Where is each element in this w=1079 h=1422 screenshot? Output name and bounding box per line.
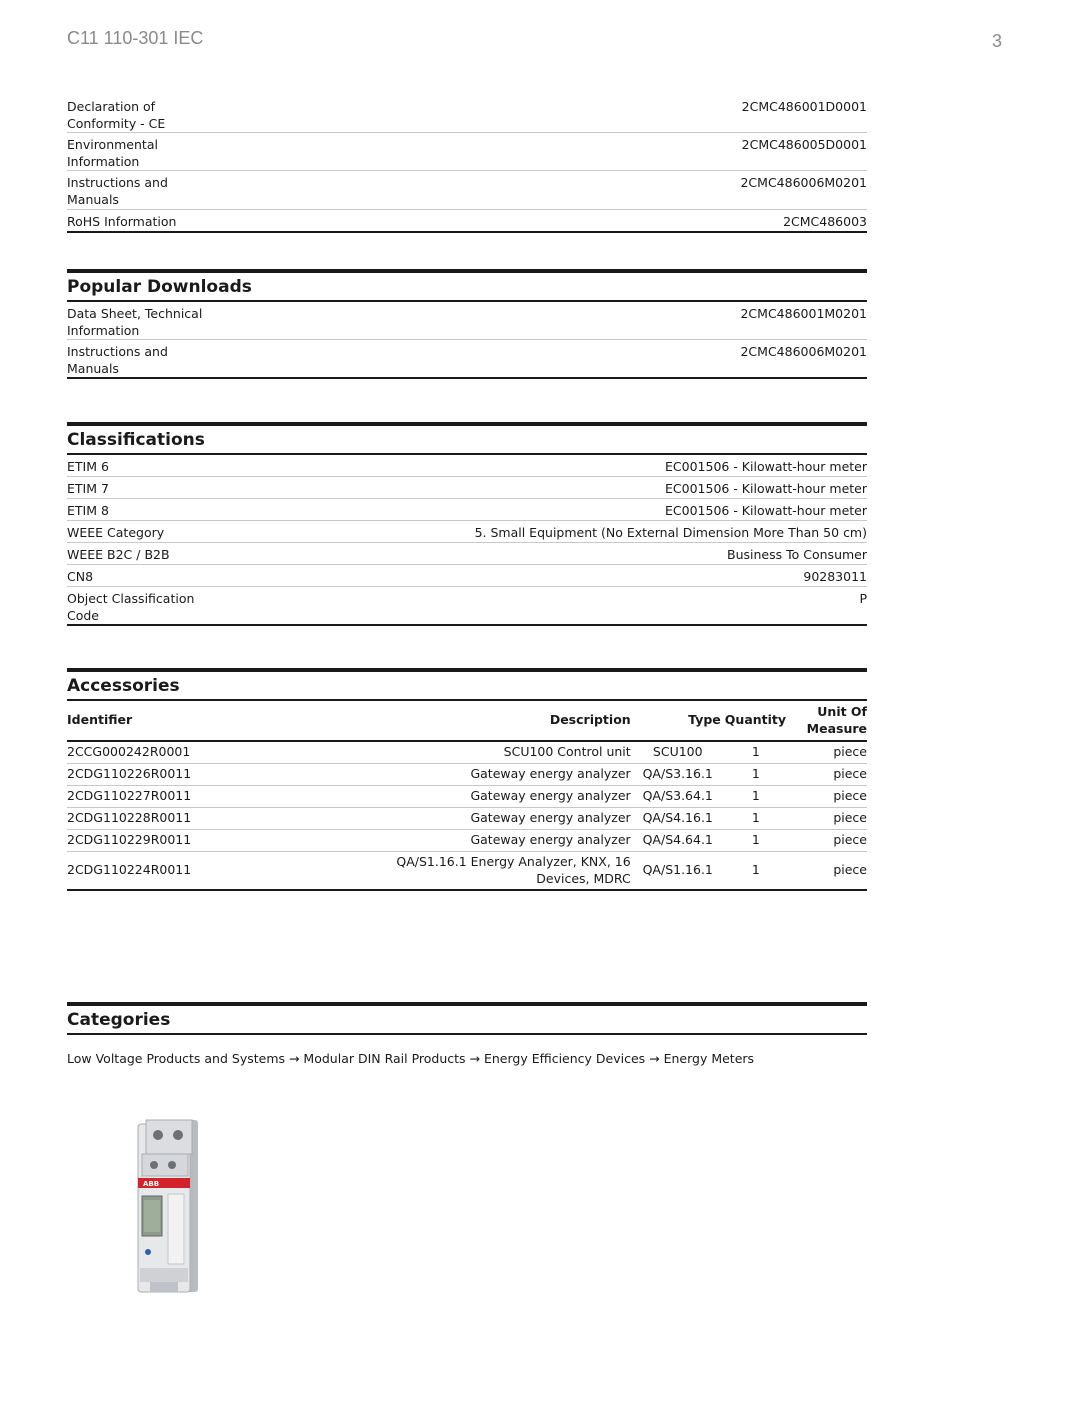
section-title: Classifications: [67, 426, 867, 455]
cell-identifier[interactable]: 2CDG110229R0011: [67, 830, 327, 852]
list-item: [67, 477, 867, 499]
cell-description: Gateway energy analyzer: [327, 786, 630, 808]
list-item-value: EC001506 - Kilowatt-hour meter: [665, 459, 867, 474]
cell-type: QA/S4.64.1: [631, 830, 725, 852]
list-item-value: P: [859, 591, 867, 606]
list-item: [67, 565, 867, 587]
column-header-description: Description: [327, 701, 630, 741]
list-item-label: Environmental Information: [67, 137, 158, 169]
list-item: [67, 95, 867, 133]
list-item-value: EC001506 - Kilowatt-hour meter: [665, 503, 867, 518]
column-header-quantity: Quantity: [725, 701, 787, 741]
list-item-label: RoHS Information: [67, 214, 177, 229]
cell-type: QA/S3.64.1: [631, 786, 725, 808]
page-number: 3: [992, 31, 1003, 51]
list-item-value[interactable]: 2CMC486003: [783, 214, 867, 229]
cell-quantity: 1: [725, 852, 787, 891]
list-item-value[interactable]: 2CMC486001M0201: [740, 306, 867, 321]
cell-type: QA/S4.16.1: [631, 808, 725, 830]
list-item-label: Data Sheet, Technical Information: [67, 306, 203, 338]
list-item-label: Declaration of Conformity - CE: [67, 99, 166, 131]
list-item-label: ETIM 6: [67, 459, 109, 474]
cell-identifier[interactable]: 2CDG110226R0011: [67, 764, 327, 786]
cell-quantity: 1: [725, 741, 787, 764]
column-header-type: Type: [631, 701, 725, 741]
column-header-identifier: Identifier: [67, 701, 327, 741]
documents-list: [67, 95, 867, 233]
cell-quantity: 1: [725, 808, 787, 830]
cell-unit: piece: [787, 830, 867, 852]
list-item-label: ETIM 8: [67, 503, 109, 518]
cell-type: QA/S3.16.1: [631, 764, 725, 786]
table-row: [67, 852, 867, 891]
cell-description: Gateway energy analyzer: [327, 830, 630, 852]
list-item: [67, 499, 867, 521]
cell-unit: piece: [787, 852, 867, 891]
list-item-label: ETIM 7: [67, 481, 109, 496]
meter-housing: [138, 1120, 198, 1292]
table-row: [67, 786, 867, 808]
list-item: [67, 171, 867, 210]
cell-identifier[interactable]: 2CCG000242R0001: [67, 741, 327, 764]
accessories-section: [67, 668, 867, 891]
cell-quantity: 1: [725, 830, 787, 852]
cell-identifier[interactable]: 2CDG110224R0011: [67, 852, 327, 891]
cell-description: Gateway energy analyzer: [327, 808, 630, 830]
downloads-list: [67, 302, 867, 379]
cell-type: SCU100: [631, 741, 725, 764]
column-header-unit: Unit Of Measure: [787, 701, 867, 741]
classifications-list: [67, 455, 867, 626]
list-item: [67, 455, 867, 477]
list-item-label: WEEE Category: [67, 525, 165, 540]
list-item-value[interactable]: 2CMC486006M0201: [740, 175, 867, 190]
section-title: Categories: [67, 1006, 867, 1035]
list-item: [67, 133, 867, 171]
list-item-value: 90283011: [803, 569, 867, 584]
cell-type: QA/S1.16.1: [631, 852, 725, 891]
cell-quantity: 1: [725, 764, 787, 786]
category-breadcrumb[interactable]: Low Voltage Products and Systems → Modular DIN Rail Products → Energy Efficiency Devices → Energy Meters: [67, 1051, 755, 1066]
popular-downloads-section: [67, 269, 867, 379]
list-item-value: EC001506 - Kilowatt-hour meter: [665, 481, 867, 496]
cell-description: SCU100 Control unit: [327, 741, 630, 764]
cell-description: QA/S1.16.1 Energy Analyzer, KNX, 16 Devices, MDRC: [327, 852, 630, 891]
cell-unit: piece: [787, 786, 867, 808]
table-row: [67, 741, 867, 764]
list-item: [67, 302, 867, 340]
table-row: [67, 830, 867, 852]
list-item-label: CN8: [67, 569, 94, 584]
table-row: [67, 808, 867, 830]
accessories-table: [67, 701, 867, 891]
section-title: Popular Downloads: [67, 273, 867, 302]
section-title: Accessories: [67, 672, 867, 701]
list-item: [67, 340, 867, 379]
document-title: C11 110-301 IEC: [67, 28, 204, 48]
list-item-label: Instructions and Manuals: [67, 344, 168, 376]
list-item: [67, 543, 867, 565]
list-item-label: Instructions and Manuals: [67, 175, 168, 207]
cell-unit: piece: [787, 808, 867, 830]
cell-identifier[interactable]: 2CDG110228R0011: [67, 808, 327, 830]
list-item-label: WEEE B2C / B2B: [67, 547, 170, 562]
cell-description: Gateway energy analyzer: [327, 764, 630, 786]
cell-unit: piece: [787, 741, 867, 764]
cell-unit: piece: [787, 764, 867, 786]
list-item-value: Business To Consumer: [727, 547, 867, 562]
list-item-value[interactable]: 2CMC486001D0001: [741, 99, 867, 114]
table-row: [67, 764, 867, 786]
table-header-row: [67, 701, 867, 741]
list-item: [67, 587, 867, 626]
list-item-value[interactable]: 2CMC486006M0201: [740, 344, 867, 359]
list-item: [67, 210, 867, 233]
cell-identifier[interactable]: 2CDG110227R0011: [67, 786, 327, 808]
cell-quantity: 1: [725, 786, 787, 808]
list-item-value[interactable]: 2CMC486005D0001: [741, 137, 867, 152]
list-item-value: 5. Small Equipment (No External Dimension More Than 50 cm): [474, 525, 867, 540]
list-item-label: Object Classification Code: [67, 591, 195, 623]
list-item: [67, 521, 867, 543]
categories-section: [67, 1002, 867, 1066]
brand-logo-text: ABB: [143, 1180, 160, 1188]
classifications-section: [67, 422, 867, 626]
product-image: [128, 1110, 208, 1295]
